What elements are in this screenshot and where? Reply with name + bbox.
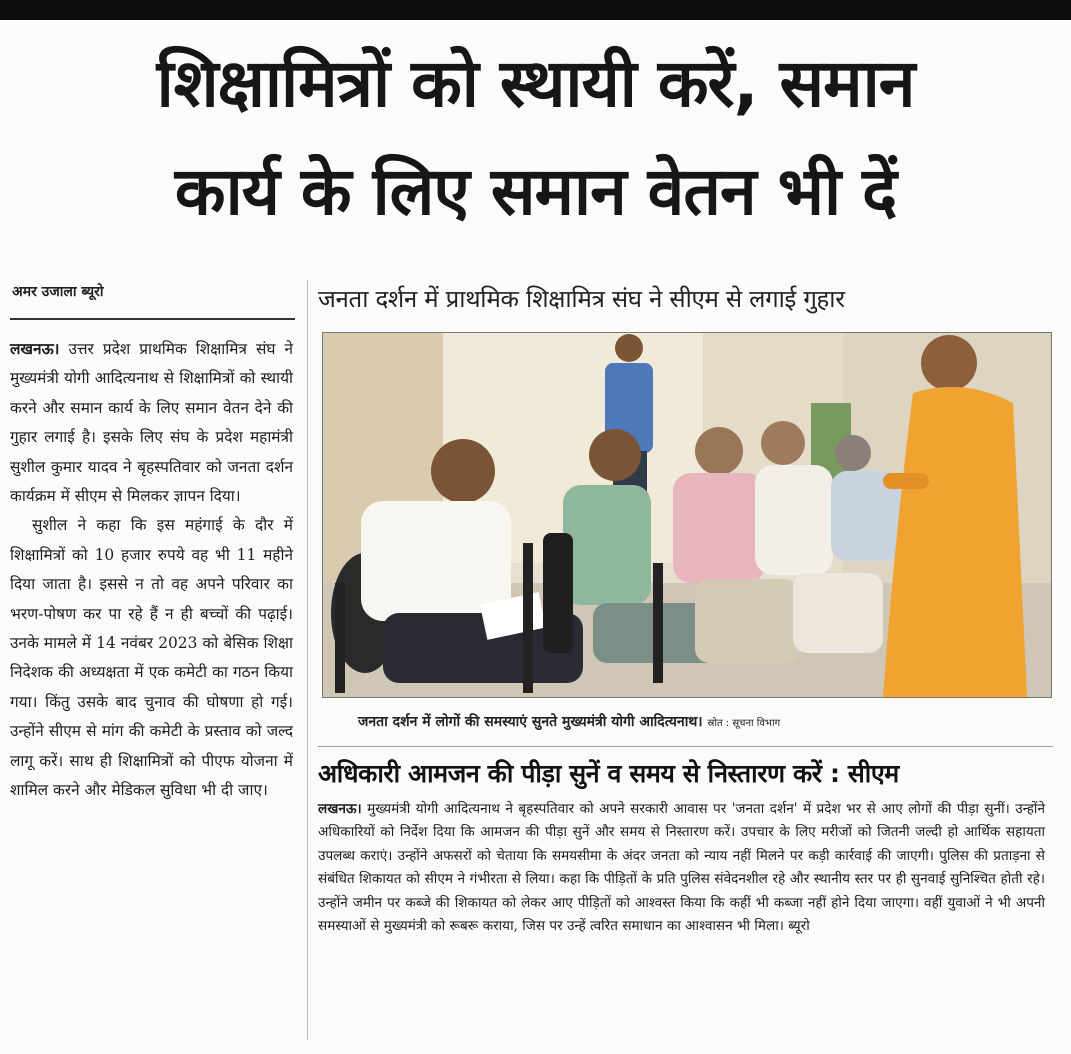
subhead-divider	[318, 746, 1053, 747]
story-kicker: जनता दर्शन में प्राथमिक शिक्षामित्र संघ ने सीएम से लगाई गुहार	[318, 285, 845, 313]
right-story-dateline: लखनऊ।	[318, 801, 362, 817]
photo-caption-text: जनता दर्शन में लोगों की समस्याएं सुनते मुख्यमंत्री योगी आदित्यनाथ।	[358, 714, 703, 730]
column-divider	[307, 280, 308, 1040]
headline-line-2: कार्य के लिए समान वेतन भी दें	[174, 153, 897, 230]
photo-credit: स्रोत : सूचना विभाग	[707, 718, 781, 729]
byline-divider	[10, 318, 295, 320]
main-headline	[0, 30, 1071, 246]
left-story-paragraph-2: सुशील ने कहा कि इस महंगाई के दौर में शिक्षामित्रों को 10 हजार रुपये वह भी 11 महीने दिया जाता है। इससे न तो वह अपने परिवार का भरण-पोषण कर पा रहे हैं न ही बच्चों की पढ़ाई। उनके मामले में 14 नवंबर 2023 को बेसिक शिक्षा निदेशक की अध्यक्षता में एक कमेटी का गठन किया गया। किंतु उसके बाद चुनाव की घोषणा हो गई। उन्होंने सीएम से मांग की कमेटी के प्रस्ताव को जल्द लागू करें। साथ ही शिक्षामित्रों को पीएफ योजना में शामिल करने और मेडिकल सुविधा भी दी जाए।	[10, 516, 293, 800]
left-story-paragraph-1	[10, 335, 293, 511]
photo-illustration	[323, 333, 1051, 697]
left-story-column	[10, 335, 293, 806]
right-story-text: मुख्यमंत्री योगी आदित्यनाथ ने बृहस्पतिवार को अपने सरकारी आवास पर 'जनता दर्शन' में प्रदेश भर से आए लोगों की पीड़ा सुनीं। उन्होंने अधिकारियों को निर्देश दिया कि आमजन की पीड़ा सुनें और समय से निस्तारण करें। उपचार के लिए मरीजों को जितनी जल्दी हो आर्थिक सहायता उपलब्ध कराएं। उन्होंने अफसरों को चेताया कि समयसीमा के अंदर जनता को न्याय नहीं मिलने पर कड़ी कार्रवाई की जाएगी। पुलिस की प्रताड़ना से संबंधित शिकायत को सीएम ने गंभीरता से लिया। कहा कि पीड़ितों के प्रति पुलिस संवेदनशील रहे और स्थानीय स्तर पर ही सुनवाई सुनिश्चित होती रहे। उन्होंने जमीन पर कब्जे की शिकायत को लेकर आए पीड़ितों को आश्वस्त किया कि कहीं भी कब्जा नहीं होने दिया जाएगा। वहीं युवाओं ने भी अपनी समस्याओं से मुख्यमंत्री को रूबरू कराया, जिस पर उन्हें त्वरित समाधान का आश्वासन भी मिला। ब्यूरो	[318, 801, 1045, 935]
left-story-para1-text: उत्तर प्रदेश प्राथमिक शिक्षामित्र संघ ने मुख्यमंत्री योगी आदित्यनाथ से शिक्षामित्रों को स्थायी करने और समान कार्य के लिए समान वेतन देने की गुहार लगाई है। इसके लिए संघ के प्रदेश महामंत्री सुशील कुमार यादव ने बृहस्पतिवार को जनता दर्शन कार्यक्रम में सीएम से मिलकर ज्ञापन दिया।	[10, 340, 293, 506]
byline: अमर उजाला ब्यूरो	[12, 284, 104, 300]
left-story-dateline: लखनऊ।	[10, 340, 60, 358]
news-photo	[322, 332, 1052, 698]
headline-line-1: शिक्षामित्रों को स्थायी करें, समान	[156, 45, 915, 122]
photo-caption	[358, 712, 780, 731]
top-black-bar	[0, 0, 1071, 20]
right-story-body	[318, 798, 1045, 938]
right-story-headline: अधिकारी आमजन की पीड़ा सुनें व समय से निस्तारण करें : सीएम	[318, 759, 899, 788]
